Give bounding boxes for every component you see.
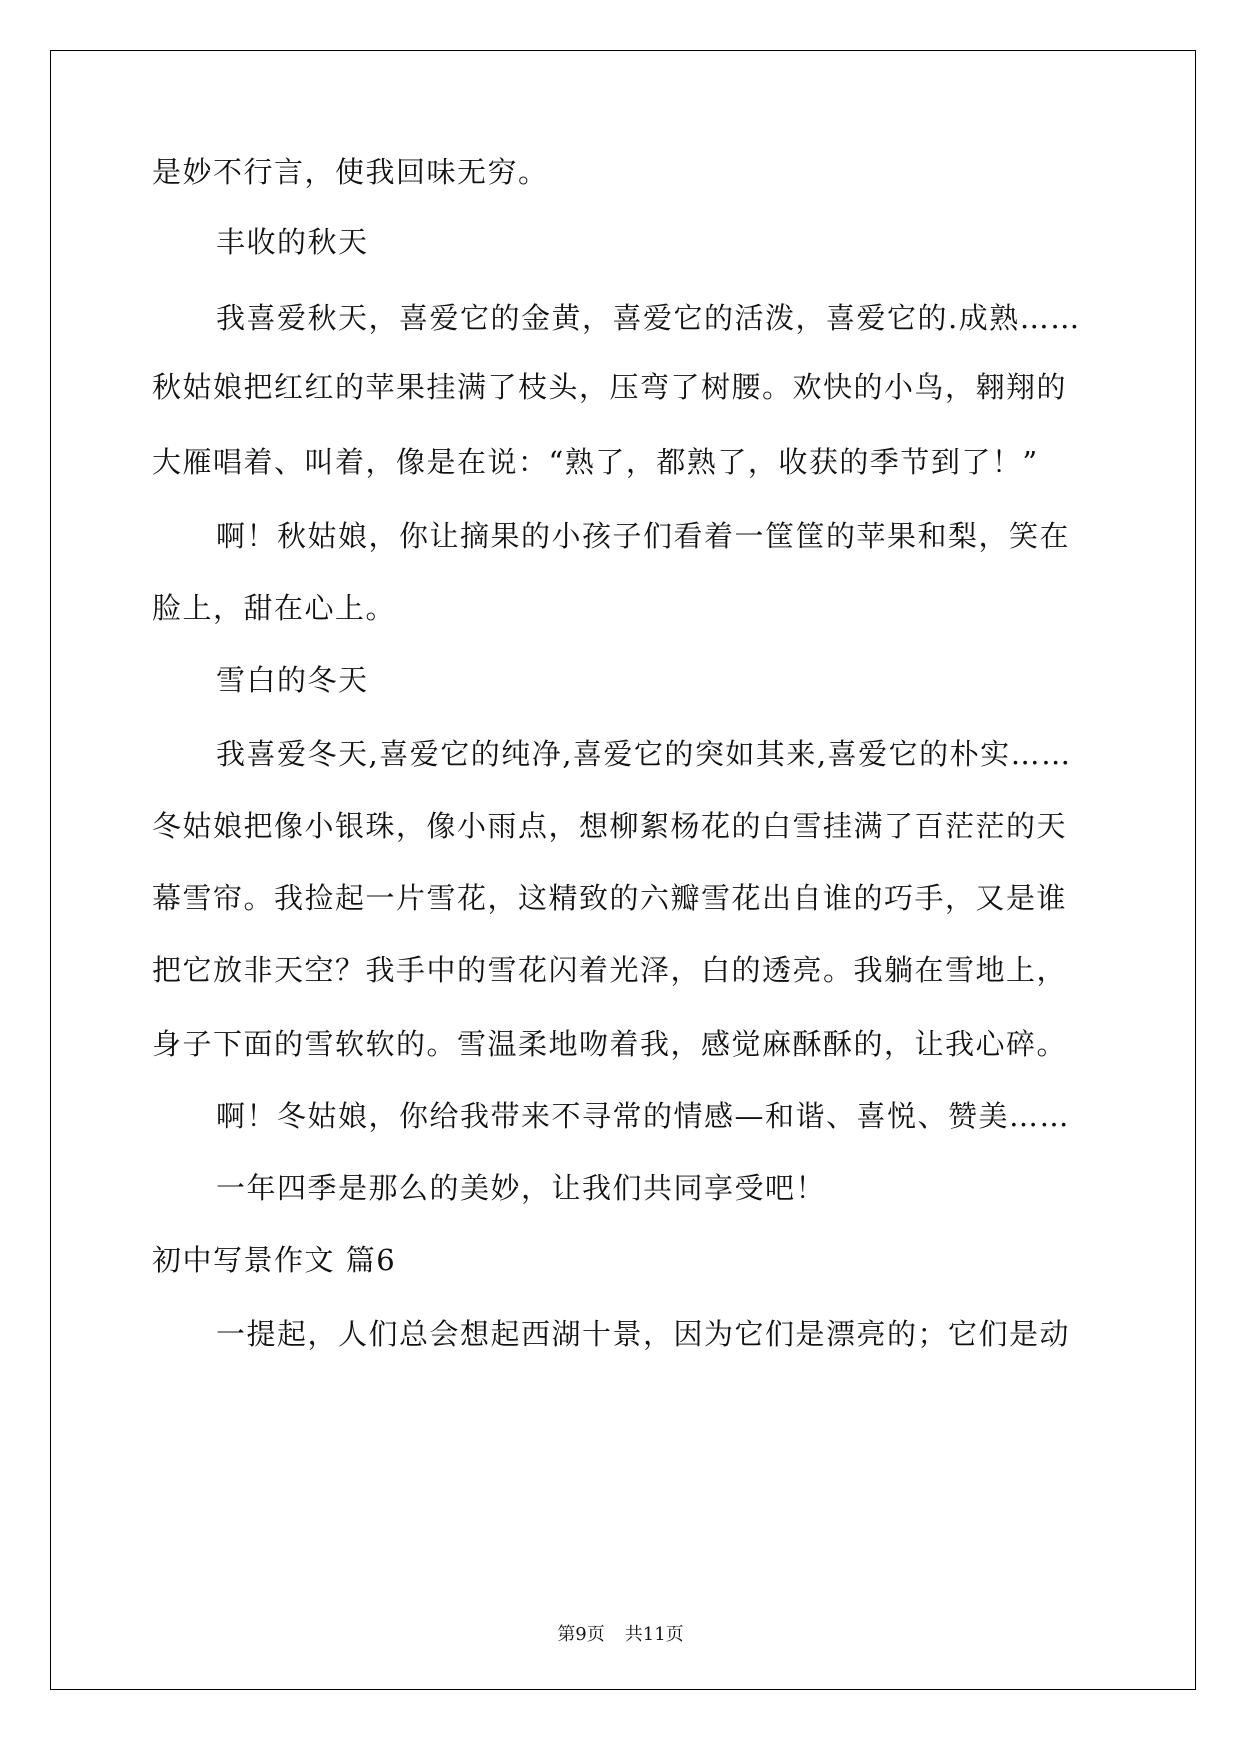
section-heading-winter: 雪白的冬天: [216, 663, 369, 697]
text-line: 身子下面的雪软软的。雪温柔地吻着我，感觉麻酥酥的，让我心碎。: [152, 1027, 1068, 1061]
text-line: 大雁唱着、叫着，像是在说：“熟了，都熟了，收获的季节到了！”: [152, 445, 1039, 479]
text-line: 我喜爱冬天,喜爱它的纯净,喜爱它的突如其来,喜爱它的朴实……: [216, 737, 1072, 771]
text-line: 一提起，人们总会想起西湖十景，因为它们是漂亮的；它们是动: [216, 1317, 1071, 1351]
essay-title: 初中写景作文 篇6: [152, 1243, 397, 1277]
text-line: 冬姑娘把像小银珠，像小雨点，想柳絮杨花的白雪挂满了百茫茫的天: [152, 809, 1068, 843]
text-line: 幕雪帘。我捡起一片雪花，这精致的六瓣雪花出自谁的巧手，又是谁: [152, 881, 1068, 915]
page-footer: [0, 1620, 1241, 1646]
section-heading-autumn: 丰收的秋天: [216, 225, 369, 259]
text-line: 秋姑娘把红红的苹果挂满了枝头，压弯了树腰。欢快的小鸟，翱翔的: [152, 370, 1068, 404]
total-pages: 共11页: [624, 1624, 684, 1645]
page-border: [50, 50, 1196, 1690]
text-line: 把它放非天空？我手中的雪花闪着光泽，白的透亮。我躺在雪地上，: [152, 953, 1068, 987]
text-line: 啊！冬姑娘，你给我带来不寻常的情感—和谐、喜悦、赞美……: [216, 1099, 1071, 1133]
text-line: 是妙不行言，使我回味无穷。: [152, 155, 549, 189]
page-number: 第9页: [557, 1624, 605, 1645]
text-line: 我喜爱秋天，喜爱它的金黄，喜爱它的活泼，喜爱它的.成熟……: [216, 301, 1081, 335]
text-line: 一年四季是那么的美妙，让我们共同享受吧！: [216, 1171, 827, 1205]
text-line: 脸上，甜在心上。: [152, 591, 397, 625]
text-line: 啊！秋姑娘，你让摘果的小孩子们看着一筐筐的苹果和梨，笑在: [216, 519, 1071, 553]
